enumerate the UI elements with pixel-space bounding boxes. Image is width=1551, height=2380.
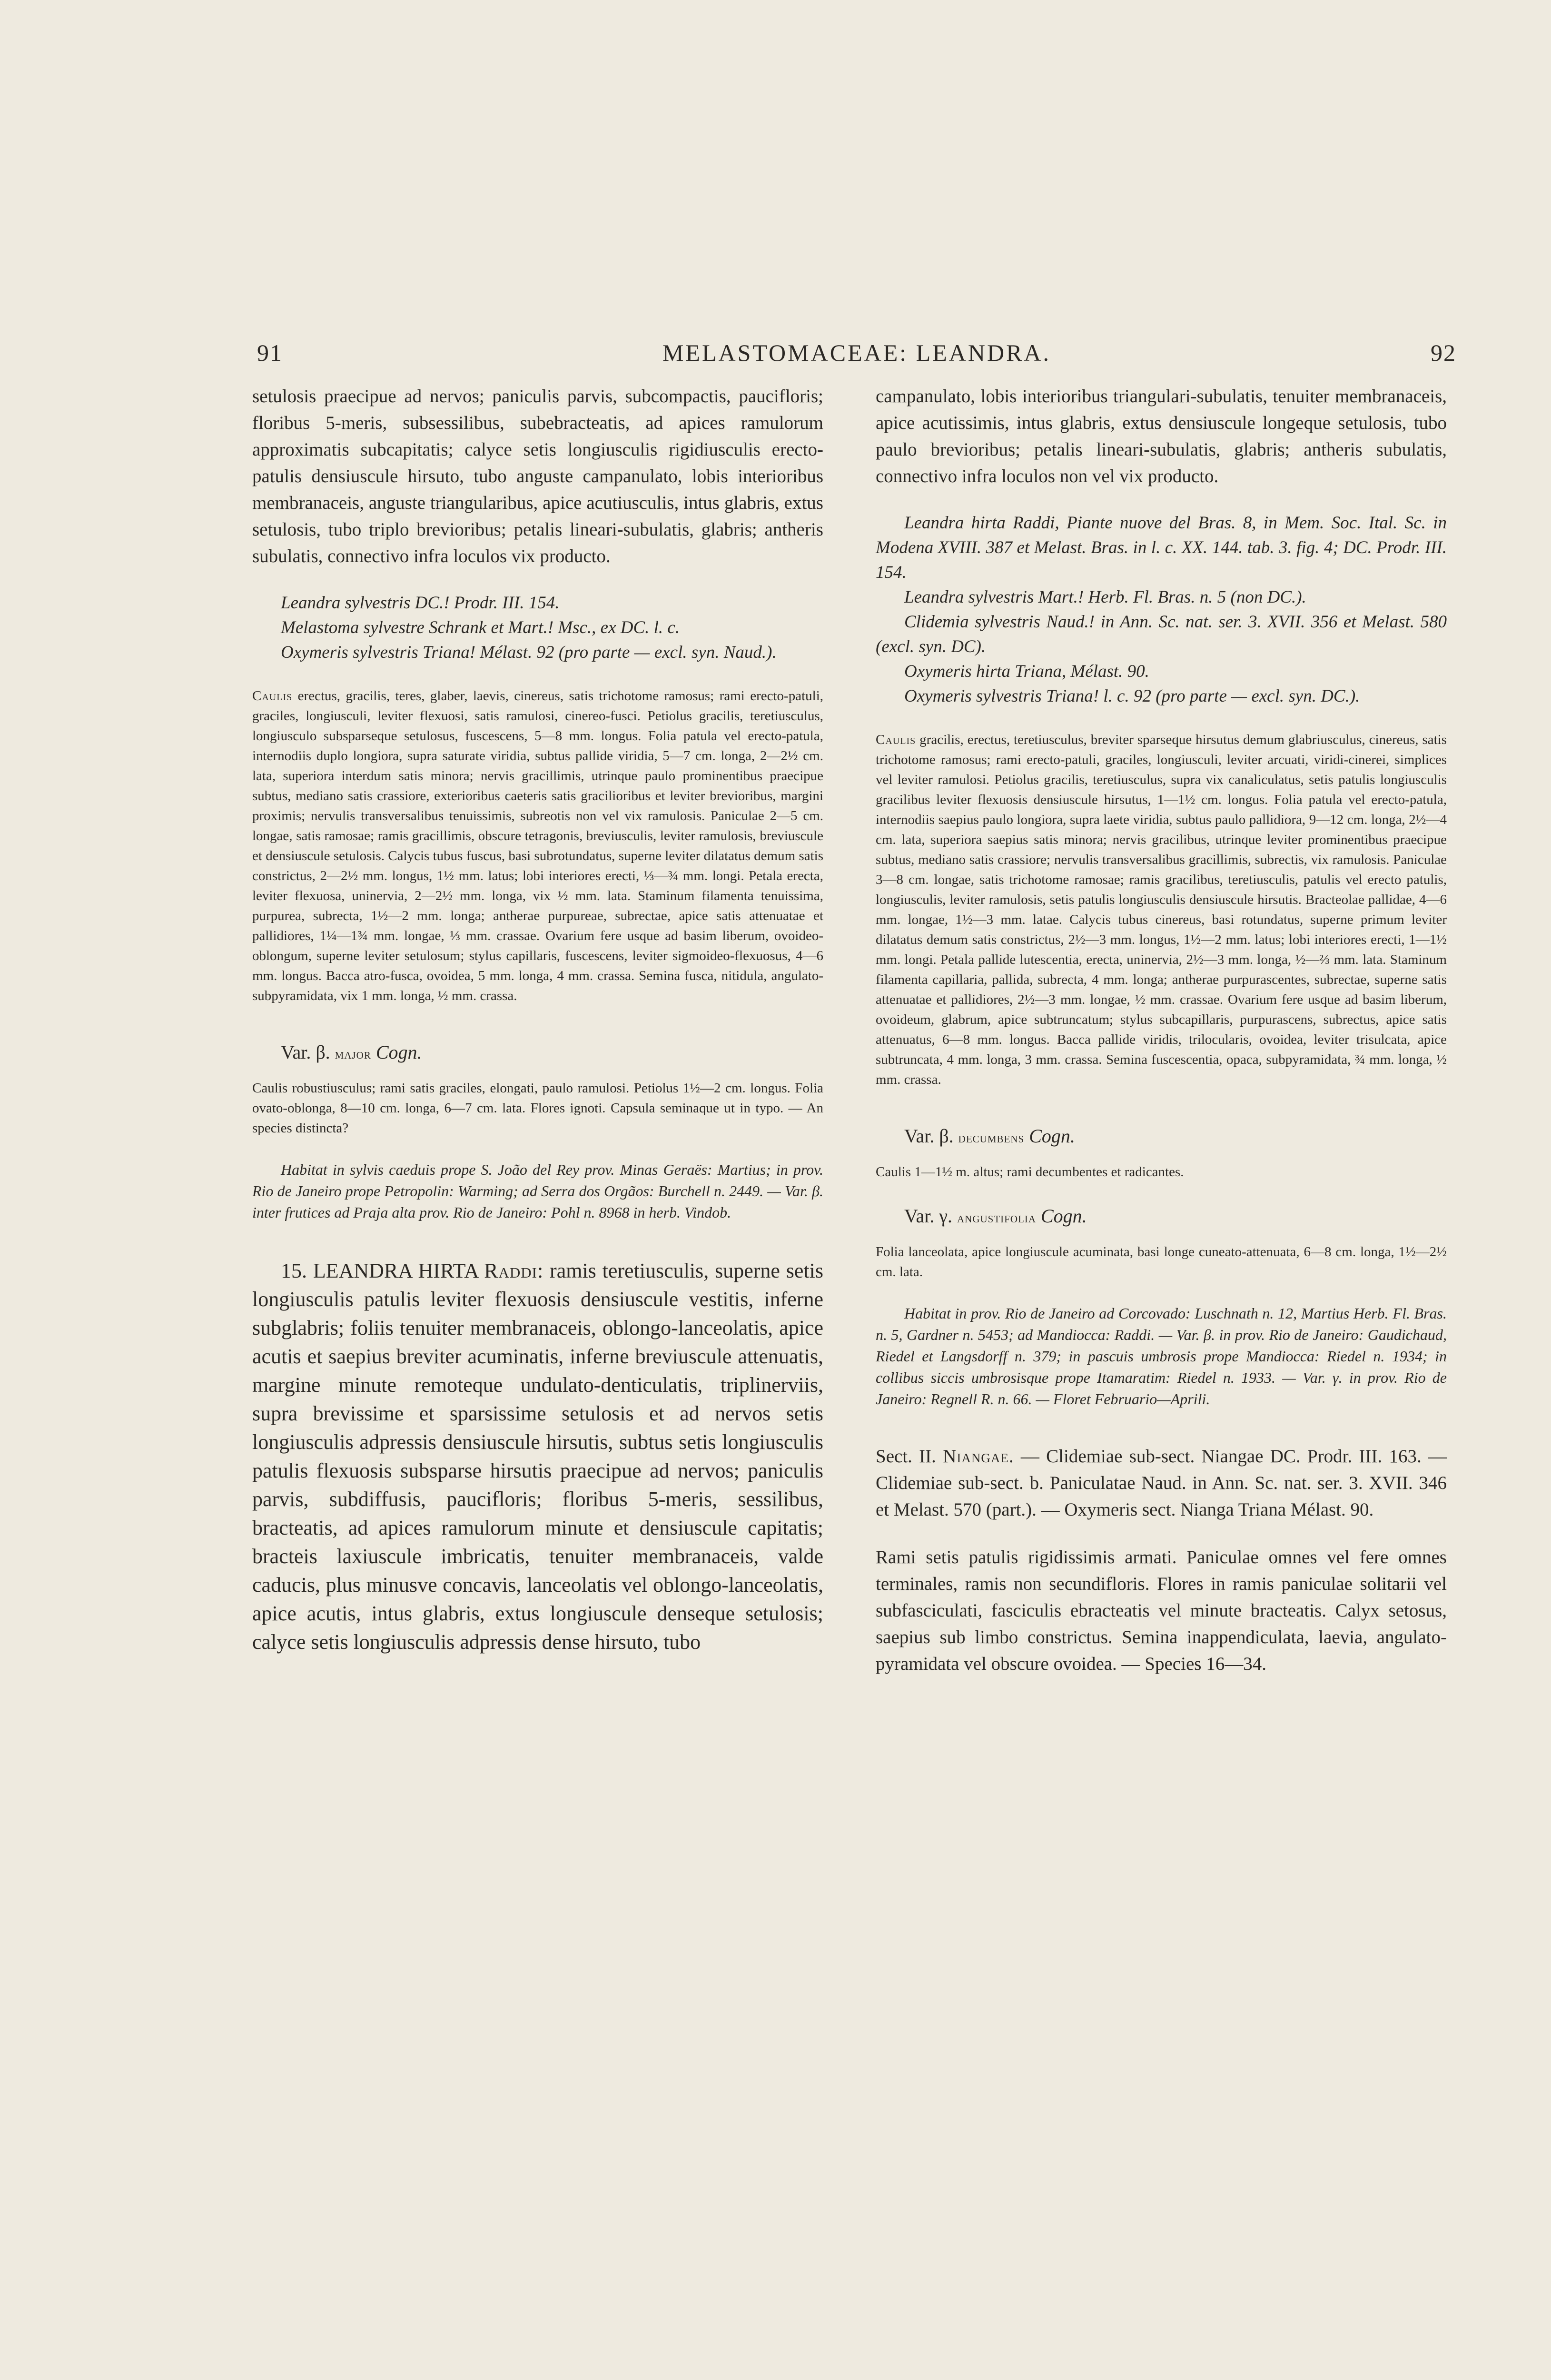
desc-label: Caulis: [876, 732, 916, 747]
section-description: Rami setis patulis rigidissimis armati. Paniculae omnes vel fere omnes terminales, ramis non secundifloris. Flores in ramis paniculae solitarii vel subfasciculati, fasciculis ebracteatis vel minute bracteatis. Calyx setosus, saepius sub limbo constrictus. Semina inappendiculata, laevia, angulato-pyramidata vel obscure ovoidea. — Species 16—34.: [876, 1547, 1447, 1674]
left-column: [252, 383, 823, 1656]
right-synonymy: [876, 511, 1447, 709]
left-habitat: Habitat in sylvis caeduis prope S. João del Rey prov. Minas Geraës: Martius; in prov. Rio de Janeiro prope Petropolin: Warming; ad Serra dos Orgãos: Burchell n. 2449. — Var. β. inter frutices ad Praja alta prov. Rio de Janeiro: Pohl n. 8968 in herb. Vindob.: [252, 1161, 823, 1221]
synonym: Clidemia sylvestris Naud.! in Ann. Sc. nat. ser. 3. XVII. 356 et Melast. 580 (excl. syn. DC).: [876, 612, 1447, 656]
section-name: Niangae.: [943, 1446, 1014, 1467]
running-title: MELASTOMACEAE: LEANDRA.: [662, 339, 1051, 366]
synonym: Oxymeris sylvestris Triana! l. c. 92 (pro parte — excl. syn. DC.).: [904, 686, 1360, 706]
right-intro-paragraph: campanulato, lobis interioribus triangulari-subulatis, tenuiter membranaceis, apice acutissimis, intus glabris, extus densiuscule longeque setulosis, tubo paulo brevioribus; petalis lineari-subulatis, glabris; antheris subulatis, connectivo infra loculos non vel vix producto.: [876, 386, 1447, 486]
synonym: Leandra hirta Raddi, Piante nuove del Bras. 8, in Mem. Soc. Ital. Sc. in Modena XVIII. 387 et Melast. Bras. in l. c. XX. 144. tab. 3. fig. 4; DC. Prodr. III. 154.: [876, 513, 1447, 582]
page-number-right: 92: [1431, 339, 1456, 366]
variety-heading: Var. γ. angustifolia Cogn.: [904, 1205, 1087, 1227]
variety-description: Caulis 1—1½ m. altus; rami decumbentes et radicantes.: [876, 1164, 1184, 1180]
right-description: [876, 730, 1447, 1090]
synonym: Oxymeris sylvestris Triana! Mélast. 92 (pro parte — excl. syn. Naud.).: [281, 643, 777, 662]
variety-description: Caulis robustiusculus; rami satis graciles, elongati, paulo ramulosi. Petiolus 1½—2 cm. longus. Folia ovato-oblonga, 8—10 cm. longa, 6—7 cm. lata. Flores ignoti. Capsula seminaque ut in typo. — An species distincta?: [252, 1081, 823, 1136]
section-heading: [876, 1443, 1447, 1523]
desc-text: gracilis, erectus, teretiusculus, breviter sparseque hirsutus demum glabriusculus, cinereus, satis trichotome ramosus; rami erecto-patuli, graciles, longiusculi, leviter arcuati, viridi-cinerei, simplices vel leviter ramulosi. Petiolus gracilis, teretiusculus, supra vix canaliculatus, setis patulis longiusculis gracilibus leviter flexuosis densiuscule hirsutus, 1—1½ cm. longus. Folia patula vel erecto-patula, internodiis saepius paulo longiora, supra laete viridia, subtus paulo pallidiora, 9—12 cm. longa, 2½—4 cm. lata, superiora saepius satis minora; nervis gracilibus, utrinque leviter prominentibus praecipue subtus, mediano satis crassiore; nervulis transversalibus gracillimis, subrectis, vix ramulosis. Paniculae 3—8 cm. longae, satis trichotome ramosae; ramis gracilibus, teretiusculis, patulis vel erecto patulis, longiusculis, leviter ramulosis, setis patulis longiusculis densiuscule hirsutis. Bracteolae pallidae, 4—6 mm. longae, 1½—3 mm. latae. Calycis tubus cinereus, basi rotundatus, superne primum leviter dilatatus demum satis constrictus, 2½—3 mm. longus, 1½—2 mm. latus; lobi interiores erecti, 1—1½ mm. longi. Petala pallide lutescentia, erecta, uninervia, 2½—3 mm. longa, ½—⅔ mm. lata. Staminum filamenta capillaria, pallida, subrecta, 4 mm. longa; antherae purpurascentes, subrectae, superne satis attenuatae et pallidiores, 2½—3 mm. longae, ½ mm. crassae. Ovarium fere usque ad basim liberum, ovoideum, glabrum, apice subtruncatum; stylus subcapillaris, purpurascens, subrectus, apice satis attenuatus, 6—8 mm. longus. Bacca pallide viridis, trilocularis, ovoidea, leviter trisulcata, apice subtruncata, 4 mm. longa, 3 mm. crassa. Semina fuscescentia, opaca, subpyramidata, ¾ mm. longa, ½ mm. crassa.: [876, 732, 1447, 1087]
species-number: 15.: [281, 1259, 307, 1282]
synonym: Leandra sylvestris Mart.! Herb. Fl. Bras. n. 5 (non DC.).: [904, 587, 1306, 607]
left-description: [252, 686, 823, 1006]
variety-heading: Var. β. major Cogn.: [281, 1041, 422, 1063]
right-habitat: Habitat in prov. Rio de Janeiro ad Corcovado: Luschnath n. 12, Martius Herb. Fl. Bras. n. 5, Gardner n. 5453; ad Mandiocca: Raddi. — Var. β. in prov. Rio de Janeiro: Gaudichaud, Riedel et Langsdorff n. 379; in pascuis umbrosis prope Mandiocca: Riedel n. 1934; in collibus siccis umbrosisque prope Itamaratim: Riedel n. 1933. — Var. γ. in prov. Rio de Janeiro: Regnell R. n. 66. — Floret Februario—Aprili.: [876, 1305, 1447, 1408]
section-title: Sect. II.: [876, 1446, 936, 1467]
variety-heading: Var. β. decumbens Cogn.: [904, 1125, 1075, 1147]
synonym: Leandra sylvestris DC.! Prodr. III. 154.: [281, 593, 560, 613]
species-description: ramis teretiusculis, superne setis longiusculis patulis leviter flexuosis densiuscule vestitis, inferne subglabris; foliis tenuiter membranaceis, oblongo-lanceolatis, apice acutis et saepius breviter acuminatis, inferne breviuscule attenuatis, margine minute remoteque undulato-denticulatis, triplinerviis, supra brevissime et sparsissime setulosis et ad nervos setis longiusculis adpressis densiuscule hirsutis, subtus setis longiusculis patulis flexuosis subsparse hirsutis praecipue ad nervos; paniculis parvis, subdiffusis, paucifloris; floribus 5-meris, sessilibus, bracteatis, ad apices ramulorum minute et densiuscule capitatis; bracteis laxiuscule imbricatis, tenuiter membranaceis, valde caducis, plus minusve concavis, lanceolatis vel oblongo-lanceolatis, apice acutis, intus glabris, extus longiuscule denseque setulosis; calyce setis longiusculis adpressis dense hirsuto, tubo: [252, 1259, 823, 1654]
section-synonymy: — Clidemiae sub-sect. Niangae DC. Prodr. III. 163. — Clidemiae sub-sect. b. Paniculatae Naud. in Ann. Sc. nat. ser. 3. XVII. 346 et Melast. 570 (part.). — Oxymeris sect. Nianga Triana Mélast. 90.: [876, 1446, 1447, 1520]
species-author: Raddi:: [484, 1259, 544, 1282]
species-name: LEANDRA HIRTA: [313, 1259, 478, 1282]
right-column: [876, 383, 1447, 1677]
desc-label: Caulis: [252, 688, 293, 704]
synonym: Oxymeris hirta Triana, Mélast. 90.: [904, 662, 1149, 681]
page-header: [257, 339, 1456, 377]
synonym: Melastoma sylvestre Schrank et Mart.! Msc., ex DC. l. c.: [281, 618, 680, 637]
left-synonymy: [252, 591, 823, 665]
page-number-left: 91: [257, 339, 283, 366]
species-heading: [252, 1257, 823, 1656]
variety-description: Folia lanceolata, apice longiuscule acuminata, basi longe cuneato-attenuata, 6—8 cm. longa, 1½—2½ cm. lata.: [876, 1244, 1447, 1279]
desc-text: erectus, gracilis, teres, glaber, laevis, cinereus, satis trichotome ramosus; rami erecto-patuli, graciles, longiusculi, leviter flexuosi, satis ramulosi, cinereo-fusci. Petiolus gracilis, teretiusculus, longiusculo subsparseque setulosus, fuscescens, 5—8 mm. longus. Folia patula vel erecto-patula, internodiis duplo longiora, supra saturate viridia, subtus pallide viridia, 5—7 cm. longa, 2—2½ cm. lata, superiora interdum satis minora; nervis gracillimis, utrinque paulo prominentibus praecipue subtus, mediano satis crassiore, exterioribus caeteris satis gracilioribus et leviter brevioribus, margini proximis; nervulis transversalibus tenuissimis, subreotis non vel vix ramulosis. Paniculae 2—5 cm. longae, satis ramosae; ramis gracillimis, obscure tetragonis, breviusculis, leviter ramulosis, breviuscule et densiuscule setulosis. Calycis tubus fuscus, basi subrotundatus, superne leviter dilatatus demum satis constrictus, 2—2½ mm. longus, 1½ mm. latus; lobi interiores erecti, ⅓—¾ mm. longi. Petala erecta, leviter flexuosa, uninervia, 2—2½ mm. longa, vix ½ mm. lata. Staminum filamenta tenuissima, purpurea, subrecta, 1½—2 mm. longa; antherae purpureae, subrectae, apice satis attenuatae et pallidiores, 1¼—1¾ mm. longae, ⅓ mm. crassae. Ovarium fere usque ad basim liberum, ovoideo-oblongum, superne leviter setulosum; stylus capillaris, fuscescens, leviter sigmoideo-flexuosus, 4—6 mm. longus. Bacca atro-fusca, ovoidea, 5 mm. longa, 4 mm. crassa. Semina fusca, nitidula, angulato-subpyramidata, vix 1 mm. longa, ½ mm. crassa.: [252, 688, 824, 1003]
left-intro-paragraph: setulosis praecipue ad nervos; paniculis parvis, subcompactis, paucifloris; floribus 5-meris, subsessilibus, subebracteatis, ad apices ramulorum approximatis subcapitatis; calyce setis longiusculis rigidiusculis erecto-patulis densiuscule hirsuto, tubo anguste campanulato, lobis interioribus membranaceis, anguste triangularibus, apice acutiusculis, intus glabris, extus setulosis, tubo triplo brevioribus; petalis lineari-subulatis, glabris; antheris subulatis, connectivo infra loculos vix producto.: [252, 386, 823, 566]
